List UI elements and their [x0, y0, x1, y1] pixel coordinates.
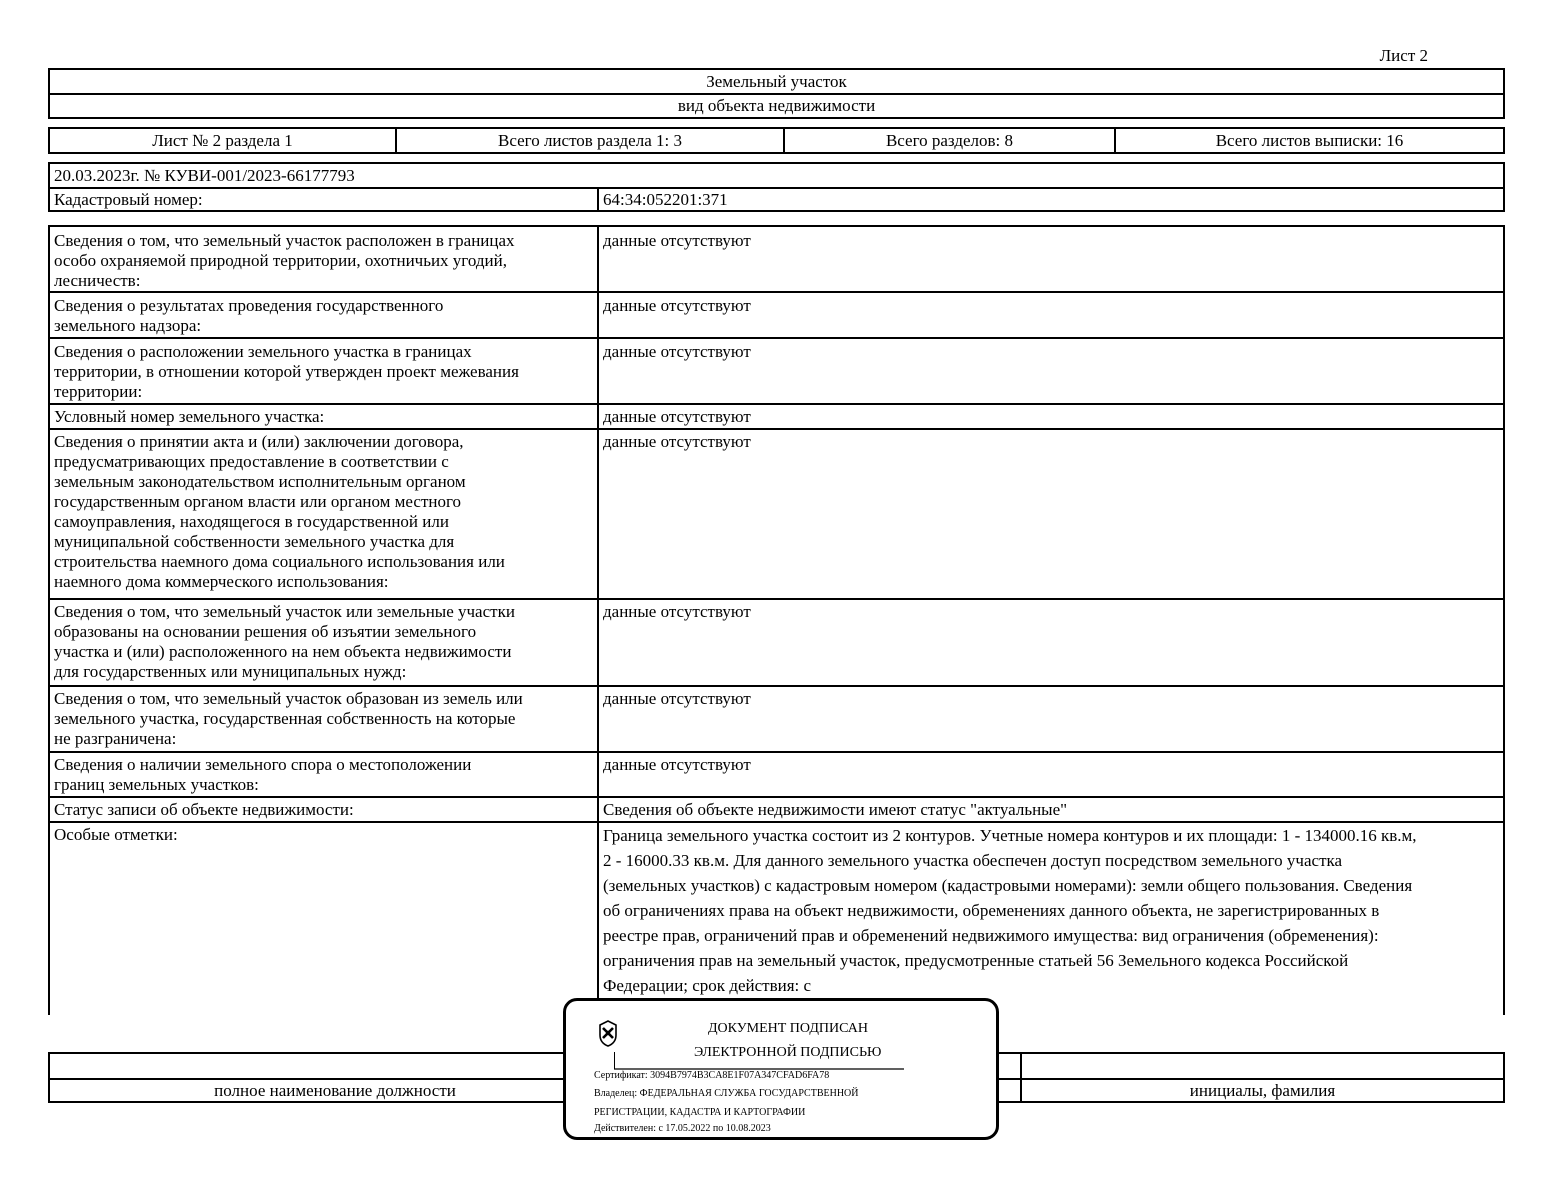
stamp-title-line2: ЭЛЕКТРОННОЙ ПОДПИСЬЮ	[694, 1045, 882, 1060]
sheet-number: Лист № 2 раздела 1	[152, 131, 293, 150]
object-type: Земельный участок	[706, 72, 847, 91]
row-label-undelimited-ownership: Сведения о том, что земельный участок образован из земель или земельного участка, государственная собственность на которые не разграничена:	[54, 689, 523, 748]
row-value-land-supervision: данные отсутствуют	[603, 296, 751, 315]
row-label-protected-territory: Сведения о том, что земельный участок расположен в границах особо охраняемой природной территории, охотничьих угодий, лесничеств:	[54, 231, 515, 290]
details-table	[48, 225, 1505, 1015]
row-value-seizure-decision: данные отсутствуют	[603, 602, 751, 621]
section-count: Всего разделов: 8	[885, 131, 1014, 150]
row-divider	[50, 337, 1503, 339]
row-label-conditional-number: Условный номер земельного участка:	[54, 407, 325, 426]
row-value-conditional-number: данные отсутствуют	[603, 407, 751, 426]
row-value-record-status: Сведения об объекте недвижимости имеют статус "актуальные"	[603, 800, 1068, 819]
row-divider	[50, 403, 1503, 405]
document-info	[48, 162, 1505, 212]
row-divider	[50, 751, 1503, 753]
row-divider	[50, 685, 1503, 687]
object-type-caption: вид объекта недвижимости	[677, 96, 876, 115]
electronic-signature-stamp	[563, 998, 999, 1140]
sheet-counters	[48, 127, 1505, 154]
stamp-title-line1: ДОКУМЕНТ ПОДПИСАН	[708, 1021, 868, 1036]
total-sheet-count: Всего листов выписки: 16	[1215, 131, 1404, 150]
row-value-survey-project: данные отсутствуют	[603, 342, 751, 361]
row-label-special-notes: Особые отметки:	[54, 825, 178, 844]
row-label-record-status: Статус записи об объекте недвижимости:	[54, 800, 354, 819]
coat-of-arms-icon	[596, 1019, 620, 1047]
stamp-owner-line2: РЕГИСТРАЦИИ, КАДАСТРА И КАРТОГРАФИИ	[594, 1107, 806, 1118]
cadastral-value: 64:34:052201:371	[603, 190, 728, 209]
cadastral-label: Кадастровый номер:	[54, 190, 203, 209]
row-value-protected-territory: данные отсутствуют	[603, 231, 751, 250]
stamp-certificate: Сертификат: 3094B7974B3CA8E1F07A347CFAD6FA78	[594, 1070, 830, 1081]
stamp-owner-line1: Владелец: ФЕДЕРАЛЬНАЯ СЛУЖБА ГОСУДАРСТВЕННОЙ	[594, 1088, 859, 1099]
name-caption: инициалы, фамилия	[1189, 1081, 1336, 1100]
row-label-rental-housing-act: Сведения о принятии акта и (или) заключении договора, предусматривающих предоставление в соответствии с земельным законодательством исполнительным органом государственным органом власти или органом местного самоуправления, находящегося в государственной или муниципальной собственности земельного участка для строительства наемного дома социального использования или наемного дома коммерческого использования:	[54, 432, 505, 591]
row-divider	[50, 428, 1503, 430]
divider	[50, 93, 1503, 95]
row-divider	[50, 796, 1503, 798]
section-sheet-count: Всего листов раздела 1: 3	[498, 131, 682, 150]
row-label-seizure-decision: Сведения о том, что земельный участок или земельные участки образованы на основании решения об изъятии земельного участка и (или) расположенного на нем объекта недвижимости для государственных или муниципальных нужд:	[54, 602, 515, 681]
row-value-special-notes: Граница земельного участка состоит из 2 контуров. Учетные номера контуров и их площади: 1 - 134000.16 кв.м, 2 - 16000.33 кв.м. Для данного земельного участка обеспечен доступ посредством земельного участка (земельных участков) с кадастровым номером (кадастровыми номерами): земли общего пользования. Сведения об ограничениях права на объект недвижимости, обременениях данного объекта, не зарегистрированных в реестре прав, ограничений прав и обременений недвижимого имущества: вид ограничения (обременения): ограничения прав на земельный участок, предусмотренные статьей 56 Земельного кодекса Российской Федерации; срок действия: с	[603, 826, 1417, 995]
row-label-land-supervision: Сведения о результатах проведения государственного земельного надзора:	[54, 296, 444, 335]
document-number: 20.03.2023г. № КУВИ-001/2023-66177793	[54, 166, 355, 185]
position-caption: полное наименование должности	[214, 1081, 456, 1100]
row-value-rental-housing-act: данные отсутствуют	[603, 432, 751, 451]
row-divider	[50, 291, 1503, 293]
object-type-header	[48, 68, 1505, 119]
row-value-land-dispute: данные отсутствуют	[603, 755, 751, 774]
row-label-land-dispute: Сведения о наличии земельного спора о местоположении границ земельных участков:	[54, 755, 472, 794]
row-label-survey-project: Сведения о расположении земельного участка в границах территории, в отношении которой утвержден проект межевания территории:	[54, 342, 519, 401]
divider	[50, 187, 1503, 189]
stamp-validity: Действителен: с 17.05.2022 по 10.08.2023	[594, 1123, 771, 1134]
row-value-undelimited-ownership: данные отсутствуют	[603, 689, 751, 708]
sheet-label: Лист 2	[1379, 46, 1428, 65]
row-divider	[50, 598, 1503, 600]
